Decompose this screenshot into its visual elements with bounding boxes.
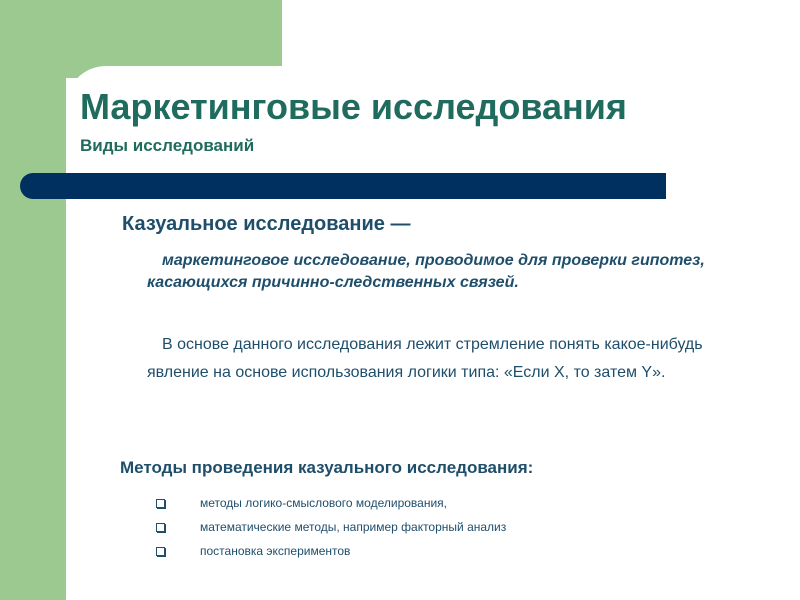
list-item: [156, 515, 506, 539]
methods-list: [156, 491, 506, 563]
definition-text: маркетинговое исследование, проводимое для проверки гипотез, касающихся причинно-следственных связей.: [147, 252, 705, 291]
definition-heading: Казуальное исследование —: [122, 213, 411, 235]
basis-paragraph: В основе данного исследования лежит стремление понять какое-нибудь явление на основе использования логики типа: «Если X, то затем Y».: [147, 336, 703, 381]
title-divider-bar: [20, 173, 666, 199]
list-item-label: постановка экспериментов: [200, 544, 351, 558]
green-frame-left: [0, 0, 66, 600]
list-item-label: методы логико-смыслового моделирования,: [200, 496, 447, 510]
methods-heading: Методы проведения казуального исследования:: [120, 458, 534, 477]
square-bullet-icon: [156, 523, 165, 532]
list-item: [156, 491, 506, 515]
slide-subtitle: Виды исследований: [80, 136, 255, 155]
list-item-label: математические методы, например факторный анализ: [200, 520, 507, 534]
list-item: [156, 539, 506, 563]
square-bullet-icon: [156, 547, 165, 556]
slide-title: Маркетинговые исследования: [80, 86, 627, 127]
square-bullet-icon: [156, 499, 165, 508]
